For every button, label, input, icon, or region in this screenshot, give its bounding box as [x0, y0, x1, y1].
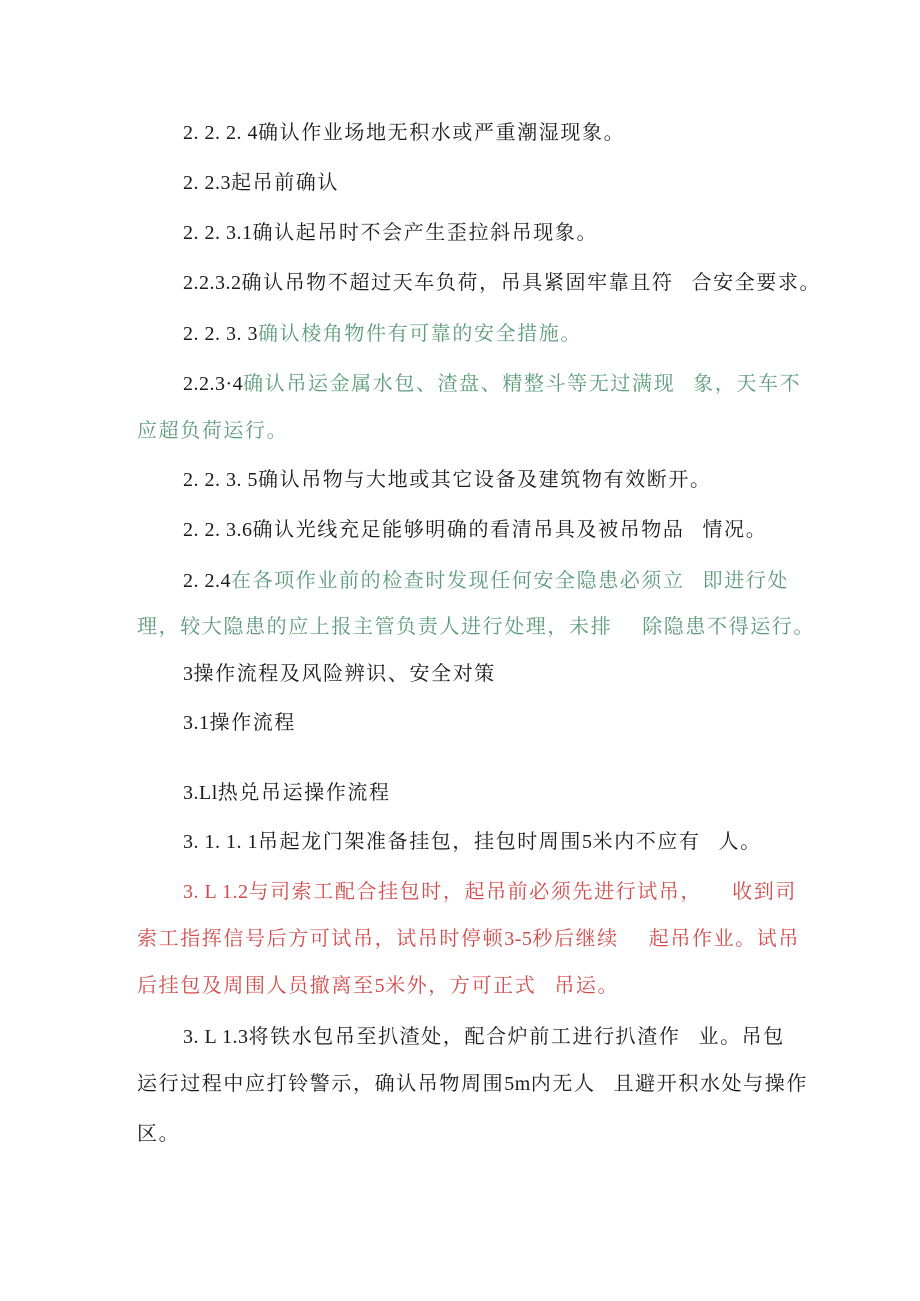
- section-number: 2.2.3·4: [183, 373, 244, 395]
- paragraph-text: 确认吊运金属水包、渣盘、精整斗等无过满现: [243, 371, 676, 395]
- paragraph-text-cont: 业。吊包: [698, 1024, 785, 1048]
- paragraph-3-1-1-2-cont2: [137, 973, 619, 998]
- paragraph-text: 吊起龙门架准备挂包，挂包时周围: [258, 829, 582, 853]
- paragraph-2-2-4: [183, 568, 789, 593]
- section-number: 3. L 1.3: [183, 1026, 249, 1048]
- paragraph-text: 确认光线充足能够明确的看清吊具及被吊物品: [252, 517, 685, 541]
- section-number: 3.1: [183, 712, 210, 734]
- section-number: 3.Ll: [183, 782, 218, 804]
- paragraph-2-2-3-5: [183, 467, 712, 492]
- heading-3-1-1: [183, 780, 391, 805]
- section-number: 3. L 1.2: [183, 881, 249, 903]
- inline-number: 3-5: [504, 928, 533, 950]
- section-number: 2. 2. 3. 3: [183, 323, 258, 345]
- paragraph-text: 确认吊物与大地或其它设备及建筑物有效断开。: [258, 467, 712, 491]
- paragraph-2-2-2-4: [183, 120, 625, 145]
- paragraph-text-cont: 合安全要求。: [691, 270, 822, 294]
- heading-3-1: [183, 710, 296, 735]
- paragraph-3-1-1-3-cont2: [137, 1121, 180, 1145]
- heading-text: 操作流程: [209, 710, 296, 734]
- paragraph-text: 确认棱角物件有可靠的安全措施。: [258, 321, 582, 345]
- paragraph-text-mid: 米外，方可正式: [385, 973, 537, 997]
- paragraph-text: 与司索工配合挂包时，起吊前必须先进行试吊，: [248, 879, 703, 903]
- paragraph-text: 运行过程中应打铃警示，确认吊物周围: [137, 1071, 505, 1095]
- paragraph-text: 区。: [137, 1121, 181, 1145]
- paragraph-text-cont: 起吊作业。试吊: [648, 926, 800, 950]
- paragraph-2-2-4-cont: [137, 614, 815, 638]
- paragraph-text: 将铁水包吊至扒渣处，配合炉前工进行扒渣作: [248, 1024, 681, 1048]
- section-number: 2. 2.3: [183, 172, 231, 194]
- paragraph-text: 在各项作业前的检查时发现任何安全隐患必须立: [231, 568, 685, 592]
- paragraph-text-cont: 人。: [718, 829, 762, 853]
- paragraph-3-1-1-3-cont1: [137, 1071, 808, 1096]
- paragraph-text-cont: 象，天车不: [693, 371, 802, 395]
- paragraph-text-cont: 即进行处: [702, 568, 790, 592]
- paragraph-2-2-3-6: [183, 517, 767, 542]
- paragraph-text-cont: 且避开积水处与操作: [613, 1071, 808, 1095]
- paragraph-text: 索工指挥信号后方可试吊，试吊时停顿: [137, 926, 505, 950]
- paragraph-2-2-3-4-cont: [137, 418, 288, 442]
- section-number: 3. 1. 1. 1: [183, 831, 258, 853]
- paragraph-3-1-1-2: [183, 879, 797, 904]
- paragraph-3-1-1-1: [183, 829, 762, 854]
- paragraph-text-cont: 除隐患不得运行。: [642, 614, 816, 638]
- paragraph-text: 确认起吊时不会产生歪拉斜吊现象。: [252, 220, 599, 244]
- paragraph-2-2-3-2: [183, 270, 821, 295]
- section-number: 3: [183, 663, 194, 685]
- paragraph-text: 后挂包及周围人员撤离至: [137, 973, 375, 997]
- paragraph-2-2-3-3: [183, 321, 582, 346]
- inline-number: 5: [582, 831, 593, 853]
- heading-text: 热兑吊运操作流程: [217, 780, 391, 804]
- section-number: 2. 2. 3. 5: [183, 469, 258, 491]
- paragraph-text-mid: 米内不应有: [592, 829, 701, 853]
- heading-2-2-3: [183, 170, 339, 195]
- paragraph-text: 确认吊物不超过天车负荷，吊具紧固牢靠且符: [241, 270, 674, 294]
- heading-text: 操作流程及风险辨识、安全对策: [193, 661, 496, 685]
- section-number: 2. 2.4: [183, 570, 231, 592]
- paragraph-3-1-1-3: [183, 1024, 785, 1049]
- paragraph-text: 理，较大隐患的应上报主管负责人进行处理，未排: [137, 614, 613, 638]
- paragraph-text-cont: 收到司: [732, 879, 797, 903]
- section-number: 2.2.3.2: [183, 272, 242, 294]
- paragraph-2-2-3-4: [183, 371, 801, 396]
- paragraph-text-cont: 情况。: [702, 517, 768, 541]
- heading-3: [183, 661, 496, 686]
- paragraph-2-2-3-1: [183, 220, 598, 245]
- heading-text: 起吊前确认: [231, 170, 339, 194]
- paragraph-text-mid: 秒后继续: [532, 926, 619, 950]
- section-number: 2. 2. 2. 4: [183, 122, 258, 144]
- paragraph-text: 确认作业场地无积水或严重潮湿现象。: [258, 120, 626, 144]
- paragraph-3-1-1-2-cont1: [137, 926, 800, 951]
- paragraph-text-cont: 吊运。: [554, 973, 620, 997]
- section-number: 2. 2. 3.6: [183, 519, 253, 541]
- paragraph-text-mid: 内无人: [530, 1071, 596, 1095]
- paragraph-text: 应超负荷运行。: [137, 418, 289, 442]
- inline-number: 5m: [504, 1073, 531, 1095]
- section-number: 2. 2. 3.1: [183, 222, 253, 244]
- inline-number: 5: [374, 975, 386, 997]
